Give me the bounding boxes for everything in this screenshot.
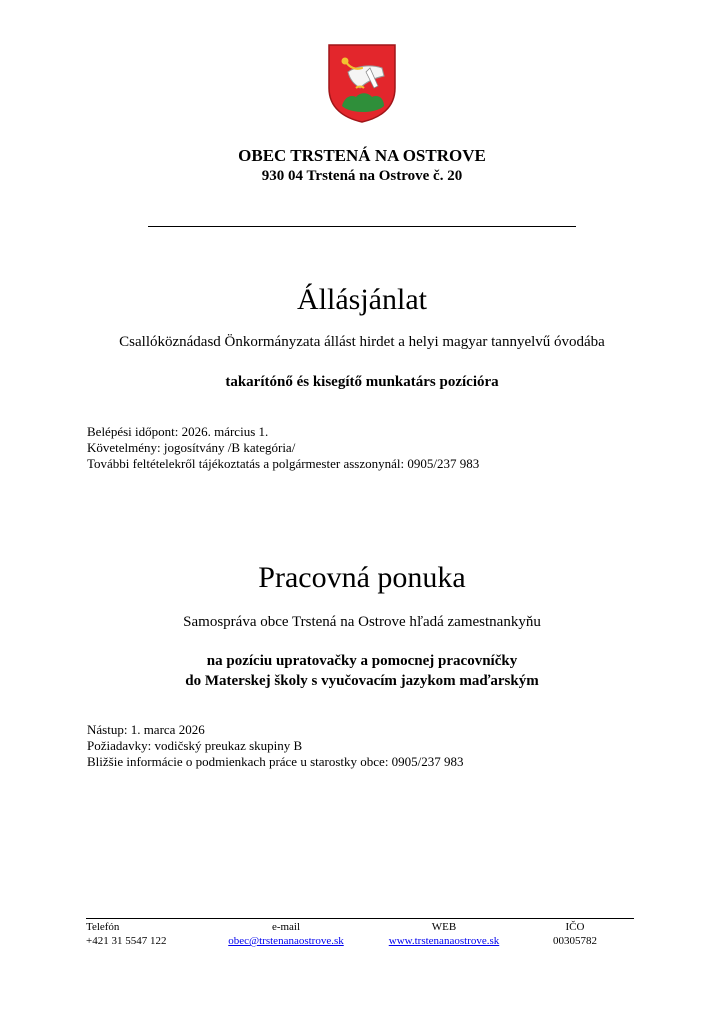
detail-line: Bližšie informácie o podmienkach práce u starostky obce: 0905/237 983 [87,754,464,769]
header-divider [148,226,576,227]
slovak-intro: Samospráva obce Trstená na Ostrove hľadá zamestnankyňu [183,614,541,630]
detail-line: Nástup: 1. marca 2026 [87,722,205,737]
phone-label: Telefón [86,921,120,933]
email-label: e-mail [271,921,301,933]
slovak-position [0,651,724,691]
footer-divider [86,918,634,919]
hungarian-title: Állásjánlat [297,283,427,316]
slovak-position-line-2: do Materskej školy s vyučovacím jazykom maďarským [185,673,539,689]
web-label: WEB [431,921,457,933]
detail-line: Követelmény: jogosítvány /B kategória/ [87,440,296,455]
hungarian-intro: Csallóköznádasd Önkormányzata állást hirdet a helyi magyar tannyelvű óvodába [119,334,605,350]
municipality-name: OBEC TRSTENÁ NA OSTROVE [238,146,486,165]
municipality-address: 930 04 Trstená na Ostrove č. 20 [261,168,463,184]
municipal-coat-of-arms-icon [326,42,398,124]
hungarian-position: takarítónő és kisegítő munkatárs pozícióra [225,374,499,390]
hungarian-details [87,424,647,472]
slovak-title: Pracovná ponuka [258,561,466,594]
footer-email [220,920,352,948]
website-link[interactable]: www.trstenanaostrove.sk [388,935,500,947]
footer-phone [86,920,166,948]
footer-web [380,920,508,948]
detail-line: További feltételekről tájékoztatás a polgármester asszonynál: 0905/237 983 [87,456,480,471]
slovak-details [87,722,647,770]
slovak-position-line-1: na pozíciu upratovačky a pomocnej pracovníčky [206,653,518,669]
phone-number: +421 31 5547 122 [86,935,167,947]
footer-ico [546,920,604,948]
detail-line: Požiadavky: vodičský preukaz skupiny B [87,738,303,753]
ico-label: IČO [565,921,585,933]
detail-line: Belépési időpont: 2026. március 1. [87,424,269,439]
email-link[interactable]: obec@trstenanaostrove.sk [228,935,344,947]
ico-number: 00305782 [553,935,597,947]
